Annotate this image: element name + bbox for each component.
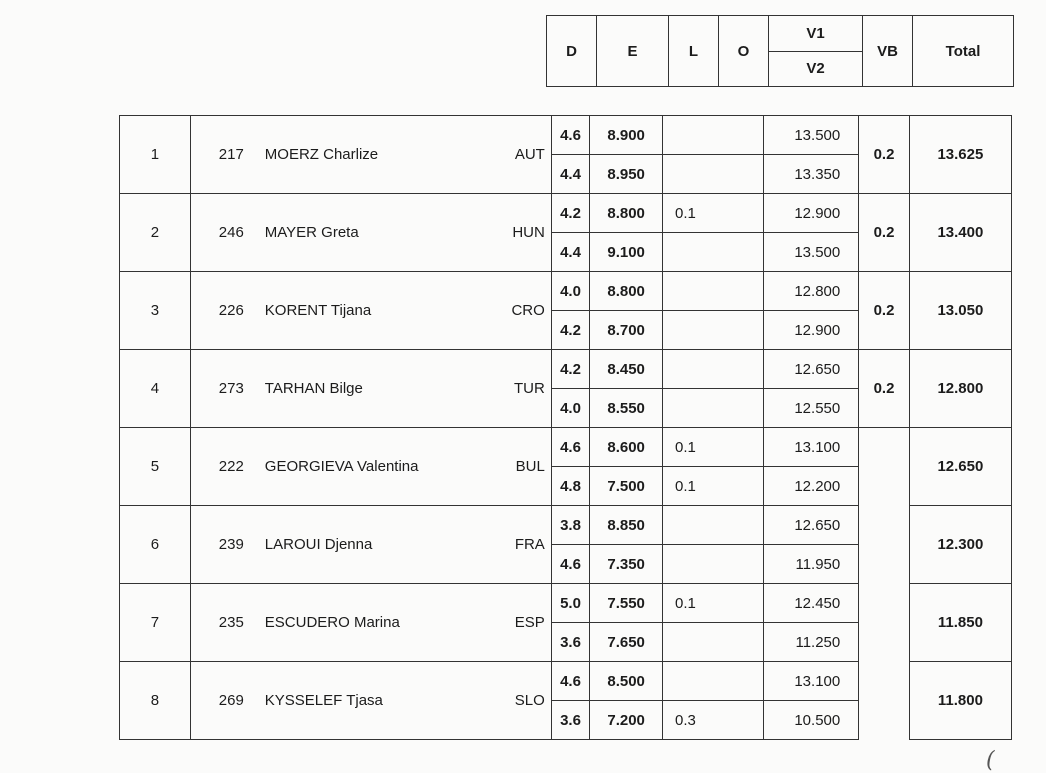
v2-score: 11.250 bbox=[764, 623, 859, 662]
v2-d-score: 3.6 bbox=[551, 623, 589, 662]
v1-d-score: 5.0 bbox=[551, 584, 589, 623]
total-score: 13.400 bbox=[909, 194, 1011, 272]
nation-code: HUN bbox=[473, 194, 551, 272]
rank-cell: 6 bbox=[120, 506, 191, 584]
athlete-row bbox=[120, 194, 1012, 233]
v1-e-score: 8.800 bbox=[590, 272, 663, 311]
athlete-name: ESCUDERO Marina bbox=[264, 614, 400, 631]
bib-number: 273 bbox=[218, 380, 244, 397]
vb-bonus bbox=[859, 506, 910, 584]
v1-e-score: 8.450 bbox=[590, 350, 663, 389]
athlete-row bbox=[120, 662, 1012, 701]
v1-l-penalty bbox=[663, 116, 764, 155]
total-score: 11.800 bbox=[909, 662, 1011, 740]
v1-score: 12.450 bbox=[764, 584, 859, 623]
v2-e-score: 9.100 bbox=[590, 233, 663, 272]
bib-number: 217 bbox=[218, 146, 244, 163]
v1-e-score: 8.600 bbox=[590, 428, 663, 467]
v2-l-penalty: 0.1 bbox=[663, 467, 764, 506]
nation-code: ESP bbox=[473, 584, 551, 662]
rank-cell: 3 bbox=[120, 272, 191, 350]
v1-score: 13.100 bbox=[764, 428, 859, 467]
bib-number: 246 bbox=[218, 224, 244, 241]
vb-bonus: 0.2 bbox=[859, 116, 910, 194]
nation-code: CRO bbox=[473, 272, 551, 350]
v2-l-penalty: 0.3 bbox=[663, 701, 764, 740]
v2-l-penalty bbox=[663, 233, 764, 272]
v1-e-score: 8.800 bbox=[590, 194, 663, 233]
v2-d-score: 4.6 bbox=[551, 545, 589, 584]
header-total: Total bbox=[913, 16, 1014, 87]
rank-cell: 8 bbox=[120, 662, 191, 740]
v2-e-score: 8.550 bbox=[590, 389, 663, 428]
athlete-name: MOERZ Charlize bbox=[264, 146, 379, 163]
bib-number: 269 bbox=[218, 692, 244, 709]
athlete-row bbox=[120, 350, 1012, 389]
total-score: 13.050 bbox=[909, 272, 1011, 350]
athlete-cell bbox=[190, 662, 473, 740]
bib-number: 235 bbox=[218, 614, 244, 631]
v2-d-score: 4.0 bbox=[551, 389, 589, 428]
v2-score: 12.200 bbox=[764, 467, 859, 506]
v2-d-score: 4.4 bbox=[551, 155, 589, 194]
v2-e-score: 7.200 bbox=[590, 701, 663, 740]
v1-e-score: 7.550 bbox=[590, 584, 663, 623]
v2-l-penalty bbox=[663, 545, 764, 584]
v2-d-score: 4.4 bbox=[551, 233, 589, 272]
header-v1: V1 bbox=[769, 16, 863, 52]
bib-number: 222 bbox=[218, 458, 244, 475]
v1-d-score: 3.8 bbox=[551, 506, 589, 545]
v2-e-score: 8.700 bbox=[590, 311, 663, 350]
v1-l-penalty bbox=[663, 350, 764, 389]
v2-score: 13.500 bbox=[764, 233, 859, 272]
athlete-row bbox=[120, 506, 1012, 545]
rank-cell: 4 bbox=[120, 350, 191, 428]
v2-e-score: 8.950 bbox=[590, 155, 663, 194]
vb-bonus: 0.2 bbox=[859, 194, 910, 272]
rank-cell: 1 bbox=[120, 116, 191, 194]
total-score: 11.850 bbox=[909, 584, 1011, 662]
athlete-cell bbox=[190, 194, 473, 272]
total-score: 12.300 bbox=[909, 506, 1011, 584]
total-score: 12.650 bbox=[909, 428, 1011, 506]
v1-l-penalty bbox=[663, 272, 764, 311]
v2-score: 11.950 bbox=[764, 545, 859, 584]
athlete-row bbox=[120, 116, 1012, 155]
v2-score: 10.500 bbox=[764, 701, 859, 740]
athlete-cell bbox=[190, 116, 473, 194]
results-table bbox=[119, 115, 1012, 740]
vb-bonus: 0.2 bbox=[859, 350, 910, 428]
athlete-cell bbox=[190, 350, 473, 428]
v1-score: 12.900 bbox=[764, 194, 859, 233]
athlete-cell bbox=[190, 272, 473, 350]
v2-score: 12.900 bbox=[764, 311, 859, 350]
v2-l-penalty bbox=[663, 389, 764, 428]
v1-score: 12.650 bbox=[764, 506, 859, 545]
v2-l-penalty bbox=[663, 311, 764, 350]
v1-l-penalty bbox=[663, 506, 764, 545]
rank-cell: 2 bbox=[120, 194, 191, 272]
v1-d-score: 4.6 bbox=[551, 662, 589, 701]
v2-d-score: 4.8 bbox=[551, 467, 589, 506]
vb-bonus bbox=[859, 662, 910, 740]
athlete-name: KYSSELEF Tjasa bbox=[264, 692, 383, 709]
rank-cell: 7 bbox=[120, 584, 191, 662]
v2-e-score: 7.650 bbox=[590, 623, 663, 662]
nation-code: SLO bbox=[473, 662, 551, 740]
v1-e-score: 8.900 bbox=[590, 116, 663, 155]
v2-score: 13.350 bbox=[764, 155, 859, 194]
v1-d-score: 4.2 bbox=[551, 194, 589, 233]
athlete-name: LAROUI Djenna bbox=[264, 536, 373, 553]
v1-l-penalty: 0.1 bbox=[663, 584, 764, 623]
bib-number: 239 bbox=[218, 536, 244, 553]
athlete-name: MAYER Greta bbox=[264, 224, 359, 241]
nation-code: FRA bbox=[473, 506, 551, 584]
athlete-row bbox=[120, 272, 1012, 311]
rank-cell: 5 bbox=[120, 428, 191, 506]
column-header-table bbox=[546, 15, 1014, 87]
athlete-name: GEORGIEVA Valentina bbox=[264, 458, 419, 475]
header-l: L bbox=[669, 16, 719, 87]
vb-bonus: 0.2 bbox=[859, 272, 910, 350]
v1-e-score: 8.850 bbox=[590, 506, 663, 545]
athlete-row bbox=[120, 584, 1012, 623]
v2-d-score: 3.6 bbox=[551, 701, 589, 740]
v1-d-score: 4.0 bbox=[551, 272, 589, 311]
v1-d-score: 4.2 bbox=[551, 350, 589, 389]
v1-l-penalty: 0.1 bbox=[663, 194, 764, 233]
total-score: 13.625 bbox=[909, 116, 1011, 194]
bib-number: 226 bbox=[218, 302, 244, 319]
v2-d-score: 4.2 bbox=[551, 311, 589, 350]
v2-l-penalty bbox=[663, 155, 764, 194]
v2-l-penalty bbox=[663, 623, 764, 662]
v1-score: 12.650 bbox=[764, 350, 859, 389]
v1-l-penalty: 0.1 bbox=[663, 428, 764, 467]
nation-code: AUT bbox=[473, 116, 551, 194]
v1-l-penalty bbox=[663, 662, 764, 701]
v1-d-score: 4.6 bbox=[551, 428, 589, 467]
total-score: 12.800 bbox=[909, 350, 1011, 428]
header-v2: V2 bbox=[769, 51, 863, 87]
vb-bonus bbox=[859, 584, 910, 662]
header-o: O bbox=[719, 16, 769, 87]
vb-bonus bbox=[859, 428, 910, 506]
v2-e-score: 7.350 bbox=[590, 545, 663, 584]
header-vb: VB bbox=[863, 16, 913, 87]
athlete-name: KORENT Tijana bbox=[264, 302, 372, 319]
nation-code: BUL bbox=[473, 428, 551, 506]
v1-e-score: 8.500 bbox=[590, 662, 663, 701]
v1-score: 13.100 bbox=[764, 662, 859, 701]
athlete-row bbox=[120, 428, 1012, 467]
header-e: E bbox=[597, 16, 669, 87]
v2-e-score: 7.500 bbox=[590, 467, 663, 506]
v1-score: 12.800 bbox=[764, 272, 859, 311]
athlete-cell bbox=[190, 584, 473, 662]
athlete-name: TARHAN Bilge bbox=[264, 380, 363, 397]
athlete-cell bbox=[190, 506, 473, 584]
athlete-cell bbox=[190, 428, 473, 506]
v1-score: 13.500 bbox=[764, 116, 859, 155]
nation-code: TUR bbox=[473, 350, 551, 428]
header-d: D bbox=[547, 16, 597, 87]
v2-score: 12.550 bbox=[764, 389, 859, 428]
v1-d-score: 4.6 bbox=[551, 116, 589, 155]
handwritten-mark: ( bbox=[986, 748, 995, 773]
